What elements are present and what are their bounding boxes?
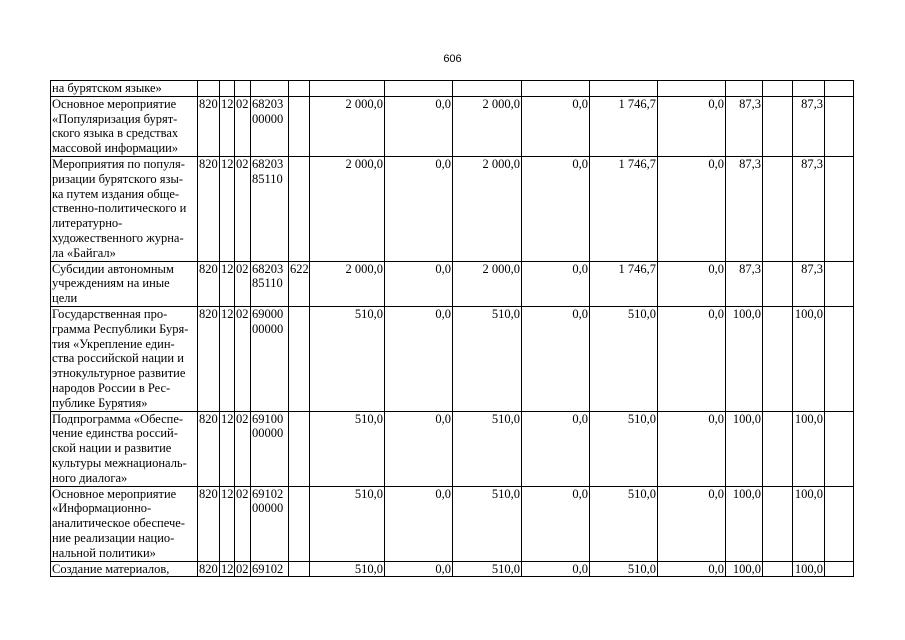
amount-cell: 0,0 <box>385 156 453 261</box>
amount-cell <box>658 81 726 97</box>
subsection-code: 02 <box>236 561 249 576</box>
amount-cell: 0,0 <box>658 156 726 261</box>
percent-cell: 100,0 <box>726 561 763 577</box>
amount-cell: 510,0 <box>310 411 385 486</box>
amount-cell: 510,0 <box>590 486 658 561</box>
amount-cell: 0,0 <box>658 96 726 156</box>
amount-cell: 510,0 <box>453 411 522 486</box>
item-name: Государственная про- грамма Республики Буря- тия «Укрепление един- ства российской нации и этнокультурное развитие народов России в Рес- публике Бурятия» <box>51 306 198 411</box>
section-code <box>220 81 235 97</box>
subsection-code: 02 <box>235 411 251 486</box>
target-code: 68203 85110 <box>251 156 289 261</box>
empty-cell <box>763 561 793 577</box>
percent-cell: 87,3 <box>726 261 763 306</box>
amount-cell: 0,0 <box>658 561 726 577</box>
item-name: Субсидии автономным учреждениям на иные цели <box>51 261 198 306</box>
percent-cell <box>726 81 763 97</box>
admin-code: 820 <box>198 486 220 561</box>
subsection-code: 02 <box>235 306 251 411</box>
percent-cell: 87,3 <box>793 156 825 261</box>
amount-cell: 0,0 <box>658 411 726 486</box>
amount-cell: 1 746,7 <box>590 96 658 156</box>
table-row <box>51 306 854 411</box>
percent-cell <box>793 81 825 97</box>
section-code: 12 <box>220 96 235 156</box>
amount-cell <box>385 81 453 97</box>
budget-table <box>50 80 854 577</box>
expense-type-code <box>289 561 310 577</box>
table-row <box>51 156 854 261</box>
target-code: 68203 00000 <box>251 96 289 156</box>
amount-cell <box>590 81 658 97</box>
percent-cell: 100,0 <box>793 486 825 561</box>
percent-cell: 100,0 <box>726 411 763 486</box>
empty-cell <box>825 81 854 97</box>
expense-type-code: 622 <box>289 261 310 306</box>
amount-cell: 510,0 <box>310 486 385 561</box>
amount-cell: 2 000,0 <box>453 261 522 306</box>
subsection-code: 02 <box>235 486 251 561</box>
admin-code: 820 <box>199 561 218 576</box>
amount-cell: 0,0 <box>385 486 453 561</box>
empty-cell <box>763 81 793 97</box>
amount-cell: 0,0 <box>658 261 726 306</box>
table-row <box>51 561 854 577</box>
amount-cell: 0,0 <box>522 156 590 261</box>
section-code: 12 <box>220 486 235 561</box>
admin-code: 820 <box>198 156 220 261</box>
amount-cell: 2 000,0 <box>310 156 385 261</box>
section-code: 12 <box>220 411 235 486</box>
amount-cell: 510,0 <box>453 486 522 561</box>
amount-cell <box>453 81 522 97</box>
amount-cell: 1 746,7 <box>590 156 658 261</box>
amount-cell: 510,0 <box>590 561 658 577</box>
target-code: 69100 00000 <box>251 411 289 486</box>
empty-cell <box>825 561 854 577</box>
table-row <box>51 96 854 156</box>
empty-cell <box>763 486 793 561</box>
amount-cell: 510,0 <box>590 306 658 411</box>
expense-type-code <box>289 411 310 486</box>
item-name: на бурятском языке» <box>51 81 198 97</box>
amount-cell: 510,0 <box>453 306 522 411</box>
section-code: 12 <box>221 561 234 576</box>
subsection-code <box>235 81 251 97</box>
target-code: 69102 00000 <box>251 486 289 561</box>
amount-cell: 0,0 <box>522 486 590 561</box>
expense-type-code <box>289 81 310 97</box>
empty-cell <box>825 411 854 486</box>
amount-cell: 0,0 <box>385 411 453 486</box>
empty-cell <box>825 306 854 411</box>
amount-cell: 0,0 <box>385 261 453 306</box>
amount-cell: 0,0 <box>522 306 590 411</box>
target-code: 69000 00000 <box>251 306 289 411</box>
empty-cell <box>825 486 854 561</box>
expense-type-code <box>289 96 310 156</box>
empty-cell <box>825 156 854 261</box>
table-row <box>51 261 854 306</box>
item-name: Основное мероприятие «Информационно- аналитическое обеспече- ние реализации нацио- нальной политики» <box>51 486 198 561</box>
percent-cell: 100,0 <box>793 561 825 577</box>
section-code: 12 <box>220 261 235 306</box>
item-name: Мероприятия по популя- ризации бурятского язы- ка путем издания обще- ственно-политического и литературно- художественного журна- ла «Байгал» <box>51 156 198 261</box>
amount-cell: 510,0 <box>310 561 385 577</box>
percent-cell: 87,3 <box>793 261 825 306</box>
percent-cell: 87,3 <box>793 96 825 156</box>
amount-cell: 0,0 <box>658 486 726 561</box>
amount-cell: 510,0 <box>310 306 385 411</box>
item-name: Подпрограмма «Обеспе- чение единства россий- ской нации и развитие культуры межнациональ- ного диалога» <box>51 411 198 486</box>
amount-cell: 0,0 <box>385 306 453 411</box>
empty-cell <box>763 261 793 306</box>
admin-code <box>198 81 220 97</box>
admin-code: 820 <box>198 411 220 486</box>
amount-cell: 0,0 <box>385 561 453 577</box>
amount-cell: 510,0 <box>453 561 522 577</box>
expense-type-code <box>289 306 310 411</box>
empty-cell <box>763 96 793 156</box>
amount-cell: 2 000,0 <box>453 156 522 261</box>
amount-cell: 1 746,7 <box>590 261 658 306</box>
item-name: Создание материалов, <box>51 561 198 577</box>
subsection-code: 02 <box>235 96 251 156</box>
table-row <box>51 486 854 561</box>
percent-cell: 100,0 <box>793 411 825 486</box>
percent-cell: 100,0 <box>726 486 763 561</box>
target-code: 68203 85110 <box>251 261 289 306</box>
admin-code: 820 <box>198 261 220 306</box>
expense-type-code <box>289 486 310 561</box>
amount-cell: 0,0 <box>385 96 453 156</box>
amount-cell <box>522 81 590 97</box>
empty-cell <box>763 306 793 411</box>
admin-code: 820 <box>198 306 220 411</box>
subsection-code: 02 <box>235 261 251 306</box>
empty-cell <box>825 261 854 306</box>
section-code: 12 <box>220 306 235 411</box>
admin-code: 820 <box>198 96 220 156</box>
target-code <box>251 81 289 97</box>
percent-cell: 100,0 <box>726 306 763 411</box>
subsection-code: 02 <box>235 156 251 261</box>
amount-cell: 510,0 <box>590 411 658 486</box>
amount-cell: 0,0 <box>522 96 590 156</box>
empty-cell <box>763 411 793 486</box>
target-code: 69102 <box>251 561 289 577</box>
percent-cell: 87,3 <box>726 156 763 261</box>
empty-cell <box>763 156 793 261</box>
amount-cell: 0,0 <box>522 411 590 486</box>
empty-cell <box>825 96 854 156</box>
percent-cell: 87,3 <box>726 96 763 156</box>
amount-cell: 0,0 <box>522 561 590 577</box>
amount-cell: 0,0 <box>522 261 590 306</box>
section-code: 12 <box>220 156 235 261</box>
amount-cell <box>310 81 385 97</box>
amount-cell: 2 000,0 <box>453 96 522 156</box>
item-name: Основное мероприятие «Популяризация бурят- ского языка в средствах массовой информации» <box>51 96 198 156</box>
table-row <box>51 411 854 486</box>
percent-cell: 100,0 <box>793 306 825 411</box>
table-row <box>51 81 854 97</box>
page-number: 606 <box>443 53 462 65</box>
amount-cell: 2 000,0 <box>310 261 385 306</box>
expense-type-code <box>289 156 310 261</box>
amount-cell: 0,0 <box>658 306 726 411</box>
amount-cell: 2 000,0 <box>310 96 385 156</box>
